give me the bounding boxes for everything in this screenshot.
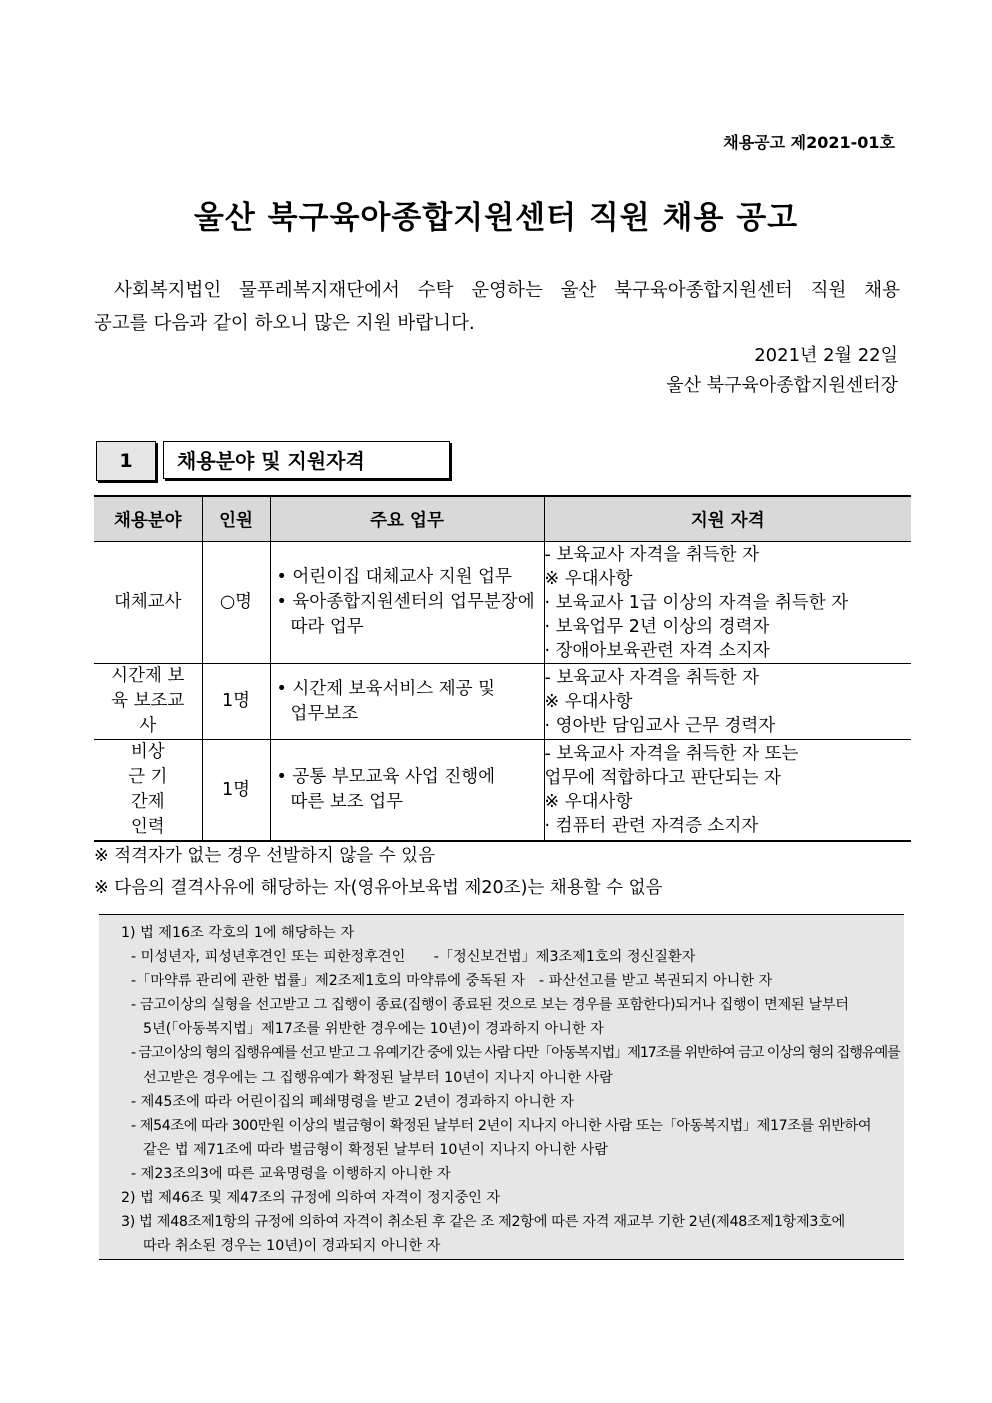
count-cell: ○명 [202, 542, 270, 664]
field-cell: 시간제 보육 보조교사 [94, 664, 202, 740]
duty-item: • 어린이집 대체교사 지원 업무 [277, 565, 544, 590]
qualification-line: 업무에 적합하다고 판단되는 자 [544, 768, 781, 788]
disqualification-line: - 제23조의3에 따른 교육명령을 이행하지 아니한 자 [131, 1165, 451, 1182]
duty-item: • 시간제 보육서비스 제공 및 업무보조 [277, 677, 514, 727]
qualification-line: - 보육교사 자격을 취득한 자 또는 [544, 744, 799, 764]
notice-date: 2021년 2월 22일 [754, 345, 898, 366]
table-row [94, 542, 911, 664]
duty-item: • 공통 부모교육 사업 진행에 따른 보조 업무 [277, 765, 514, 815]
field-cell: 대체교사 [94, 542, 202, 664]
disqualification-line: - 금고이상의 실형을 선고받고 그 집행이 종료(집행이 종료된 것으로 보는 경우를 포함한다)되거나 집행이 면제된 날부터 [131, 997, 849, 1014]
qualification-cell [544, 664, 911, 740]
count-cell: 1명 [202, 664, 270, 740]
qualification-line: ※ 우대사항 [544, 691, 633, 712]
notice-number: 채용공고 제2021-01호 [723, 133, 895, 152]
qualification-line: · 보육교사 1급 이상의 자격을 취득한 자 [544, 592, 849, 613]
table-row [94, 664, 911, 740]
duty-cell [270, 542, 544, 664]
disqualification-line: - 제45조에 따라 어린이집의 폐쇄명령을 받고 2년이 경과하지 아니한 자 [131, 1093, 574, 1110]
duty-cell [270, 664, 544, 740]
column-header: 채용분야 [94, 496, 202, 542]
disqualification-line: 같은 법 제71조에 따라 벌금형이 확정된 날부터 10년이 지나지 아니한 사람 [143, 1141, 608, 1158]
duty-cell [270, 740, 544, 842]
note-line: ※ 다음의 결격사유에 해당하는 자(영유아보육법 제20조)는 채용할 수 없음 [94, 878, 663, 898]
disqualification-line: - 미성년자, 피성년후견인 또는 피한정후견인 -「정신보건법」제3조제1호의 정신질환자 [131, 949, 696, 966]
count-cell: 1명 [202, 740, 270, 842]
qualification-line: - 보육교사 자격을 취득한 자 [544, 667, 760, 688]
disqualification-line: 따라 취소된 경우는 10년)이 경과되지 아니한 자 [143, 1238, 441, 1255]
disqualification-box [99, 914, 904, 1260]
intro-paragraph [94, 274, 900, 340]
qualification-cell [544, 542, 911, 664]
section-title: 채용분야 및 지원자격 [163, 441, 450, 479]
duty-item: • 육아종합지원센터의 업무분장에 따라 업무 [277, 590, 544, 640]
field-cell: 비상근 기간제 인력 [94, 740, 202, 842]
disqualification-line: - 금고이상의 형의 집행유예를 선고 받고 그 유예기간 중에 있는 사람 다만「아동복지법」제17조를 위반하여 금고 이상의 형의 집행유예를 [131, 1045, 900, 1062]
qualification-cell [544, 740, 911, 842]
intro-line: 공고를 다음과 같이 하오니 많은 지원 바랍니다. [94, 313, 475, 334]
table-header-row [94, 496, 911, 542]
qualification-line: ※ 우대사항 [544, 568, 633, 589]
qualification-line: · 장애아보육관련 자격 소지자 [544, 640, 770, 661]
section-number: 1 [96, 441, 156, 481]
column-header: 인원 [202, 496, 270, 542]
note-line: ※ 적격자가 없는 경우 선발하지 않을 수 있음 [94, 846, 435, 866]
disqualification-line: 3) 법 제48조제1항의 규정에 의하여 자격이 취소된 후 같은 조 제2항에 따른 자격 재교부 기한 2년(제48조제1항제3호에 [121, 1214, 845, 1231]
page-title: 울산 북구육아종합지원센터 직원 채용 공고 [193, 200, 799, 236]
disqualification-line: 1) 법 제16조 각호의 1에 해당하는 자 [121, 925, 355, 941]
issuer-name: 울산 북구육아종합지원센터장 [666, 375, 898, 396]
column-header: 주요 업무 [270, 496, 544, 542]
disqualification-line: 5년(「아동복지법」제17조를 위반한 경우에는 10년)이 경과하지 아니한 자 [143, 1021, 604, 1038]
disqualification-line: -「마약류 관리에 관한 법률」제2조제1호의 마약류에 중독된 자 - 파산선고를 받고 복권되지 아니한 자 [131, 973, 773, 990]
table-row [94, 740, 911, 842]
disqualification-line: - 제54조에 따라 300만원 이상의 벌금형이 확정된 날부터 2년이 지나지 아니한 사람 또는「아동복지법」제17조를 위반하여 [131, 1117, 872, 1134]
intro-line: 사회복지법인 물푸레복지재단에서 수탁 운영하는 울산 북구육아종합지원센터 직원 채용 [114, 280, 900, 301]
disqualification-line: 2) 법 제46조 및 제47조의 규정에 의하여 자격이 정지중인 자 [121, 1190, 501, 1207]
qualification-line: · 컴퓨터 관련 자격증 소지자 [544, 816, 759, 836]
disqualification-line: 선고받은 경우에는 그 집행유예가 확정된 날부터 10년이 지나지 아니한 사람 [143, 1069, 613, 1086]
qualification-line: - 보육교사 자격을 취득한 자 [544, 544, 760, 565]
qualification-line: · 영아반 담임교사 근무 경력자 [544, 715, 776, 736]
qualification-line: · 보육업무 2년 이상의 경력자 [544, 616, 770, 637]
qualification-line: ※ 우대사항 [544, 792, 633, 812]
column-header: 지원 자격 [544, 496, 911, 542]
recruitment-table [94, 495, 911, 842]
